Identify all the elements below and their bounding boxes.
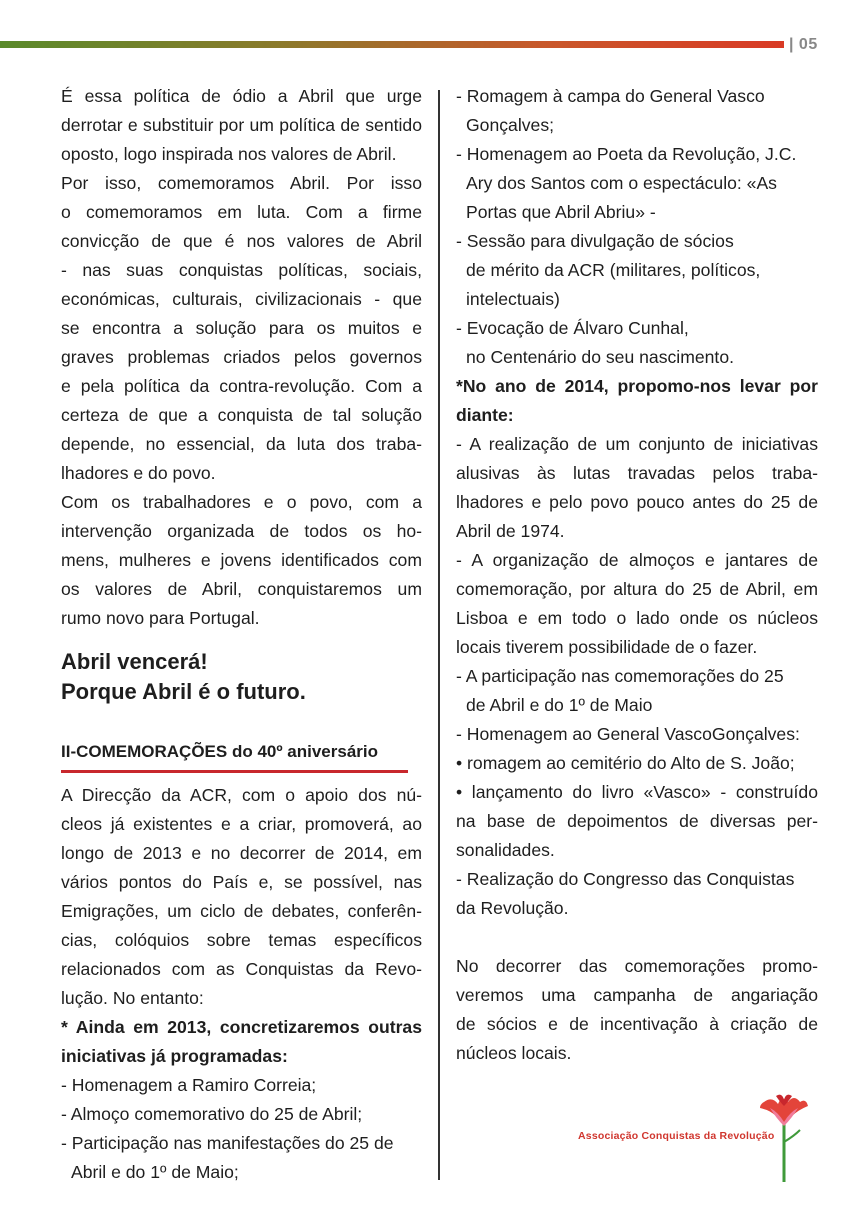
list-item: - Homenagem a Ramiro Correia;	[61, 1075, 317, 1095]
item-participation	[456, 662, 818, 720]
list-2013-continued	[456, 82, 818, 372]
text-line: lhadores e pelo povo pouco antes do 25 de	[456, 492, 818, 512]
text-line: os valores de Abril, conquistaremos um	[61, 579, 422, 599]
column-divider	[438, 90, 440, 1180]
text-line: certeza de que a conquista de tal solução	[61, 405, 422, 425]
text-line: - A realização de um conjunto de iniciativas	[456, 434, 818, 454]
text-line: É essa política de ódio a Abril que urge	[61, 86, 422, 106]
section-title: II-COMEMORAÇÕES do 40º aniversário	[61, 737, 408, 773]
text-line: Lisboa e em todo o lado onde os núcleos	[456, 608, 818, 628]
text-line: longo de 2013 e no decorrer de 2014, em	[61, 843, 422, 863]
paragraph-initiatives	[456, 430, 818, 546]
text-line: vários pontos do País e, se possível, nas	[61, 872, 422, 892]
text-line: se encontra a solução para os muitos e	[61, 318, 422, 338]
text-line: • romagem ao cemitério do Alto de S. João;	[456, 753, 795, 773]
text-line: cias, colóquios sobre temas específicos	[61, 930, 422, 950]
text-line: locais tiverem possibilidade de o fazer.	[456, 637, 758, 657]
list-item-cont: no Centenário do seu nascimento.	[466, 347, 734, 367]
text-line: *No ano de 2014, propomo-nos levar por	[456, 376, 818, 396]
list-item: - Sessão para divulgação de sócios	[456, 231, 734, 251]
list-item-cont: Ary dos Santos com o espectáculo: «As	[466, 173, 777, 193]
text-line: e pela política da contra-revolução. Com a	[61, 376, 422, 396]
text-line: diante:	[456, 405, 514, 425]
text-line: Emigrações, um ciclo de debates, conferên-	[61, 901, 422, 921]
text-line: - Realização do Congresso das Conquistas	[456, 869, 795, 889]
text-line: - A organização de almoços e jantares de	[456, 550, 818, 570]
list-item-cont: Gonçalves;	[466, 115, 555, 135]
slogan-line: Abril vencerá!	[61, 649, 208, 674]
text-line: depende, no essencial, da luta dos traba-	[61, 434, 422, 454]
list-item: - Almoço comemorativo do 25 de Abril;	[61, 1104, 363, 1124]
bold-intro-2013	[61, 1013, 422, 1071]
text-line: graves problemas criados pelos governos	[61, 347, 422, 367]
text-line: de sócios e de incentivação à criação de	[456, 1014, 818, 1034]
spacer	[456, 923, 818, 952]
text-line: núcleos locais.	[456, 1043, 572, 1063]
right-column	[456, 82, 818, 1068]
text-line: Por isso, comemoramos Abril. Por isso	[61, 173, 422, 193]
paragraph-hate-policy	[61, 82, 422, 169]
text-line: na base de depoimentos de diversas per-	[456, 811, 818, 831]
text-line: rumo novo para Portugal.	[61, 608, 260, 628]
text-line: * Ainda em 2013, concretizaremos outras	[61, 1017, 422, 1037]
carnation-icon	[754, 1092, 814, 1184]
text-line: lhadores e do povo.	[61, 463, 216, 483]
text-line: derrotar e substituir por um política de sentido	[61, 115, 422, 135]
text-line: iniciativas já programadas:	[61, 1046, 288, 1066]
acr-logo	[578, 1092, 818, 1184]
text-line: No decorrer das comemorações promo-	[456, 956, 818, 976]
text-line: cleos já existentes e a criar, promoverá, ao	[61, 814, 422, 834]
slogan-line: Porque Abril é o futuro.	[61, 679, 306, 704]
text-line: - nas suas conquistas políticas, sociais,	[61, 260, 422, 280]
text-line: • lançamento do livro «Vasco» - construído	[456, 782, 818, 802]
list-item-cont: de Abril e do 1º de Maio	[466, 695, 653, 715]
paragraph-closing	[456, 952, 818, 1068]
paragraph-lunches	[456, 546, 818, 662]
list-item: - Romagem à campa do General Vasco	[456, 86, 765, 106]
slogan	[61, 647, 422, 707]
list-item-cont: intelectuais)	[466, 289, 560, 309]
list-item: - Evocação de Álvaro Cunhal,	[456, 318, 689, 338]
list-item: - A participação nas comemorações do 25	[456, 666, 784, 686]
text-line: comemoração, por altura do 25 de Abril, em	[456, 579, 818, 599]
text-line: económicas, culturais, civilizacionais - que	[61, 289, 422, 309]
text-line: o comemoramos em luta. Com a firme	[61, 202, 422, 222]
text-line: Com os trabalhadores e o povo, com a	[61, 492, 422, 512]
text-line: oposto, logo inspirada nos valores de Abril.	[61, 144, 397, 164]
text-line: relacionados com as Conquistas da Revo-	[61, 959, 422, 979]
text-line: da Revolução.	[456, 898, 569, 918]
paragraph-commemorate	[61, 169, 422, 488]
text-line: alusivas às lutas travadas pelos traba-	[456, 463, 818, 483]
text-line: convicção de que é nos valores de Abril	[61, 231, 422, 251]
list-item-cont: Portas que Abril Abriu» -	[466, 202, 656, 222]
list-item: - Participação nas manifestações do 25 de	[61, 1133, 394, 1153]
list-2013	[61, 1071, 422, 1187]
paragraph-direction	[61, 781, 422, 1013]
logo-text: Associação Conquistas da Revolução	[578, 1130, 775, 1142]
text-line: Abril de 1974.	[456, 521, 565, 541]
list-item: - Homenagem ao Poeta da Revolução, J.C.	[456, 144, 797, 164]
paragraph-workers	[61, 488, 422, 633]
list-item-cont: de mérito da ACR (militares, políticos,	[466, 260, 761, 280]
header-gradient-bar	[0, 41, 784, 48]
text-line: veremos uma campanha de angariação	[456, 985, 818, 1005]
page-number: | 05	[789, 36, 818, 53]
list-item-cont: Abril e do 1º de Maio;	[71, 1162, 239, 1182]
paragraph-homage-vasco	[456, 720, 818, 865]
text-line: A Direcção da ACR, com o apoio dos nú-	[61, 785, 422, 805]
item-congress	[456, 865, 818, 923]
text-line: sonalidades.	[456, 840, 555, 860]
bold-intro-2014	[456, 372, 818, 430]
text-line: lução. No entanto:	[61, 988, 204, 1008]
left-column	[61, 82, 422, 1187]
text-line: mens, mulheres e jovens identificados com	[61, 550, 422, 570]
text-line: intervenção organizada de todos os ho-	[61, 521, 422, 541]
text-line: - Homenagem ao General VascoGonçalves:	[456, 724, 800, 744]
